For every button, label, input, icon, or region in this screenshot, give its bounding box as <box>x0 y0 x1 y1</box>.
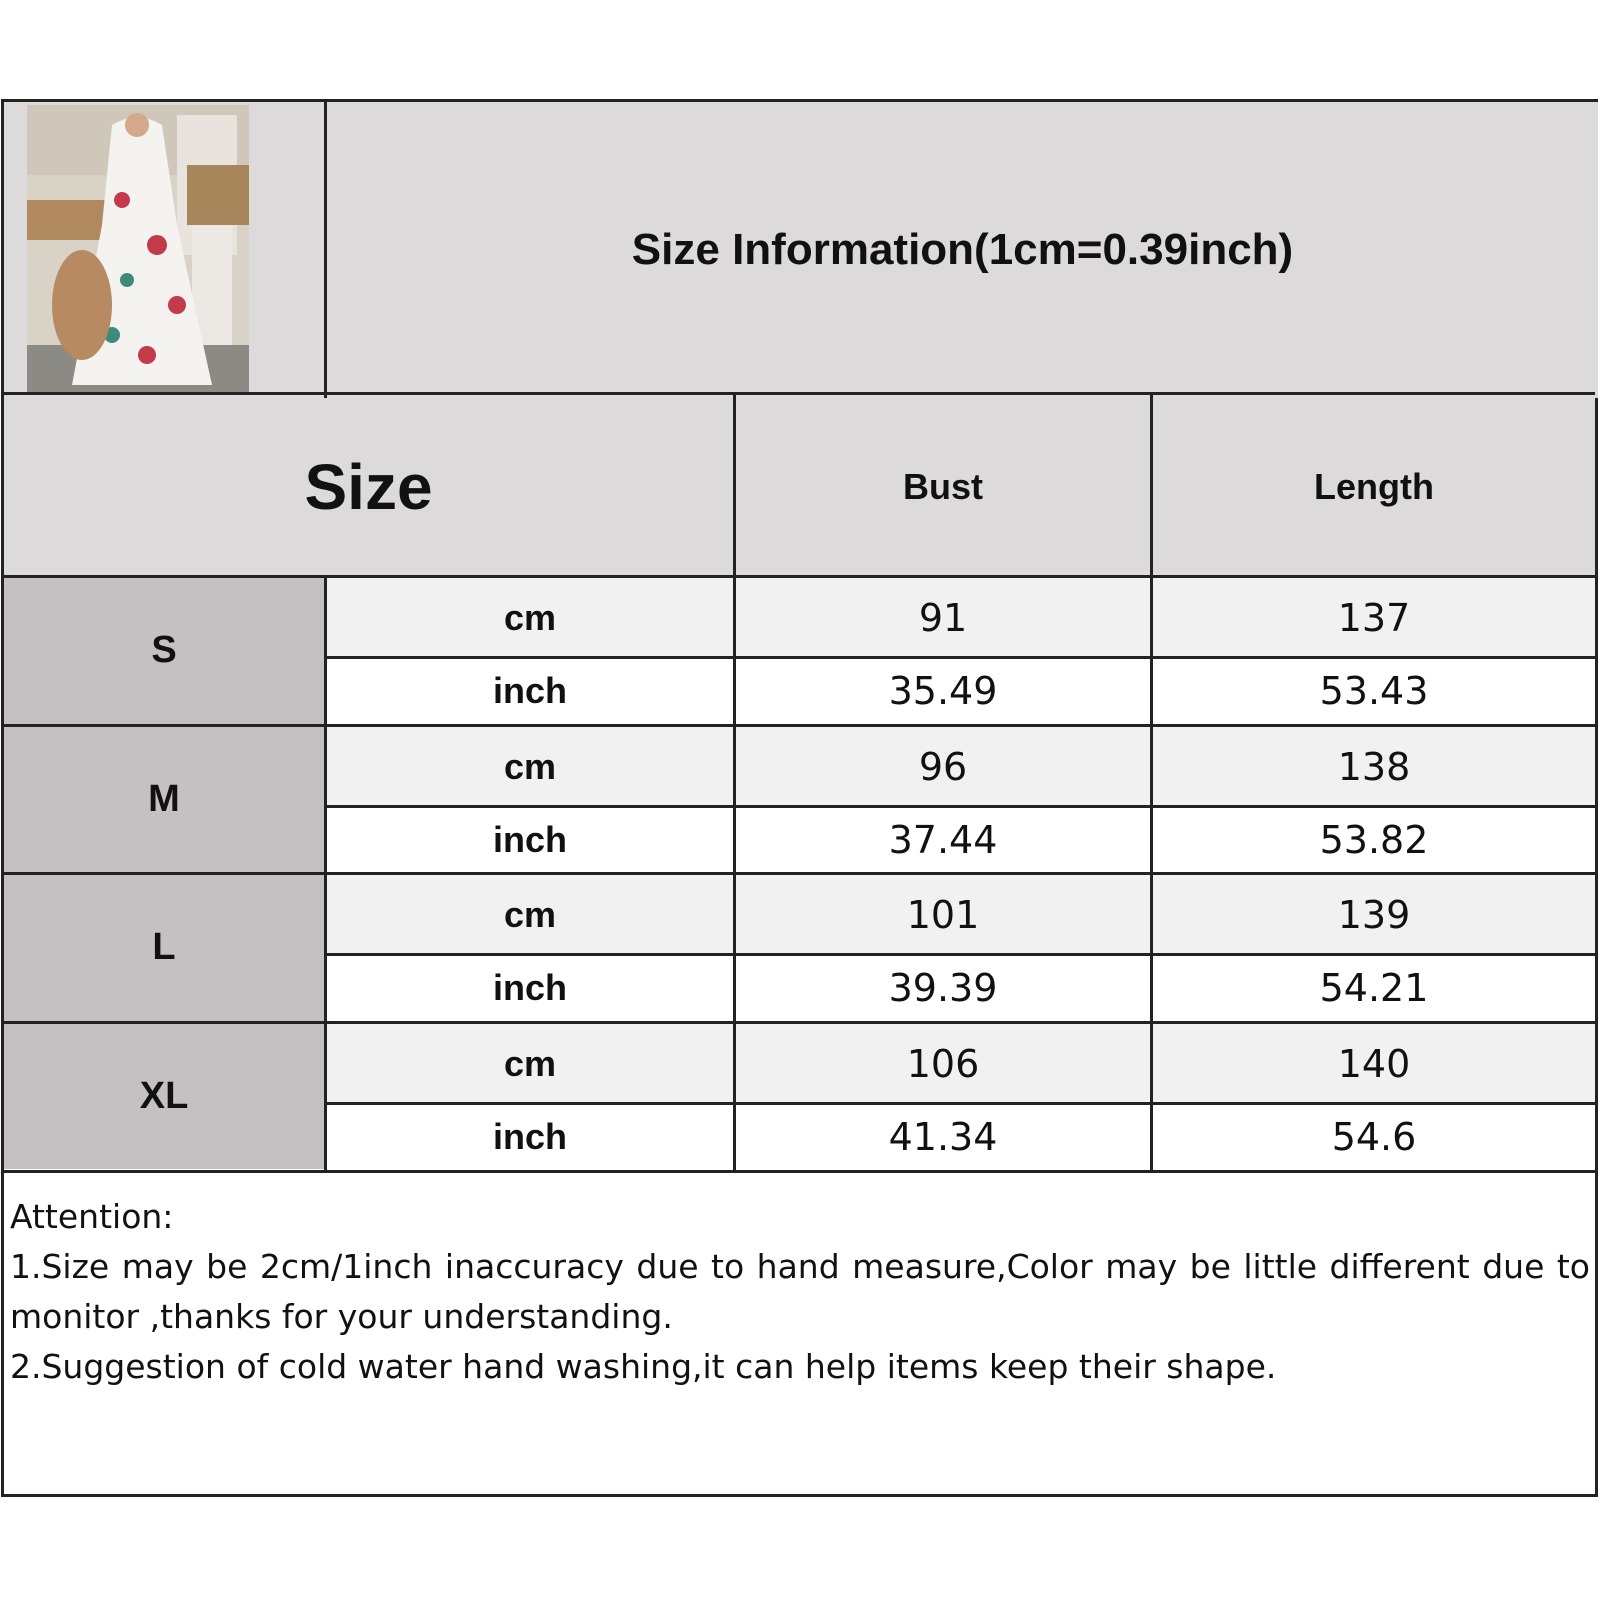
unit-label: cm <box>327 578 733 658</box>
unit-label: cm <box>327 727 733 807</box>
size-label: L <box>4 875 324 1021</box>
length-inch-value: 54.21 <box>1153 956 1595 1021</box>
size-label: XL <box>4 1024 324 1170</box>
bust-inch-value: 41.34 <box>736 1105 1150 1170</box>
notes-heading: Attention: <box>10 1197 174 1236</box>
dress-photo-icon <box>27 105 249 395</box>
length-inch-value: 53.43 <box>1153 659 1595 724</box>
divider <box>733 395 736 1173</box>
size-label: S <box>4 578 324 724</box>
note-line-1: 1.Size may be 2cm/1inch inaccuracy due to hand measure,Color may be little different due to monitor ,thanks for your understanding. <box>10 1247 1590 1336</box>
divider <box>4 392 1595 395</box>
length-cm-value: 138 <box>1153 727 1595 807</box>
unit-label: cm <box>327 1024 733 1104</box>
unit-label: inch <box>327 808 733 873</box>
divider <box>324 575 327 1173</box>
unit-label: inch <box>327 1105 733 1170</box>
chart-title: Size Information(1cm=0.39inch) <box>327 102 1598 398</box>
product-photo-cell <box>4 102 327 398</box>
size-label: M <box>4 727 324 873</box>
attention-notes <box>10 1192 1590 1392</box>
divider <box>4 1170 1595 1173</box>
size-header: Size <box>4 398 733 575</box>
length-inch-value: 54.6 <box>1153 1105 1595 1170</box>
bust-header: Bust <box>736 398 1150 575</box>
unit-label: cm <box>327 875 733 955</box>
length-cm-value: 139 <box>1153 875 1595 955</box>
unit-label: inch <box>327 956 733 1021</box>
length-cm-value: 137 <box>1153 578 1595 658</box>
length-header: Length <box>1153 398 1595 575</box>
bust-cm-value: 101 <box>736 875 1150 955</box>
bust-inch-value: 37.44 <box>736 808 1150 873</box>
bust-cm-value: 91 <box>736 578 1150 658</box>
bust-cm-value: 96 <box>736 727 1150 807</box>
bust-inch-value: 39.39 <box>736 956 1150 1021</box>
bust-inch-value: 35.49 <box>736 659 1150 724</box>
size-chart <box>1 99 1598 1497</box>
unit-label: inch <box>327 659 733 724</box>
divider <box>1150 395 1153 1173</box>
bust-cm-value: 106 <box>736 1024 1150 1104</box>
length-cm-value: 140 <box>1153 1024 1595 1104</box>
note-line-2: 2.Suggestion of cold water hand washing,it can help items keep their shape. <box>10 1347 1277 1386</box>
length-inch-value: 53.82 <box>1153 808 1595 873</box>
